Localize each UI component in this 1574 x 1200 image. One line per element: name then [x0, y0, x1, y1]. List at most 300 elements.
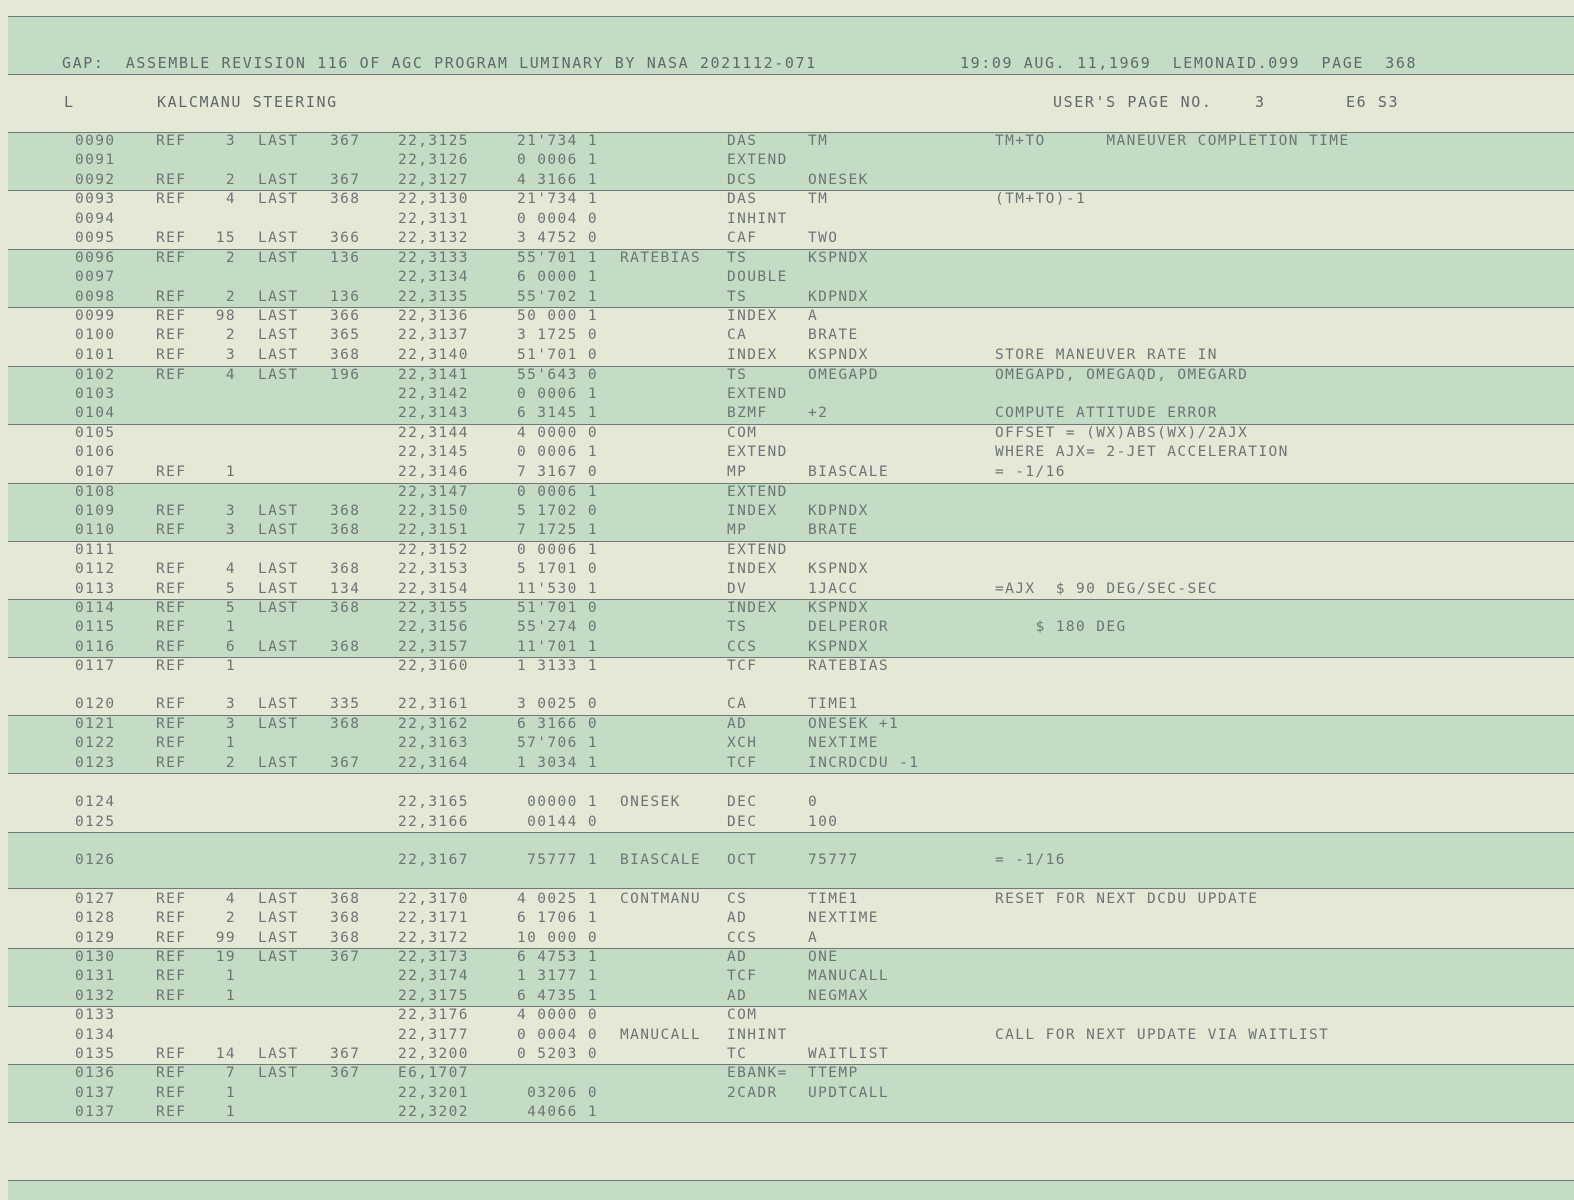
octal-word: 3 1725 0	[516, 327, 598, 343]
ref-flag: REF	[156, 968, 187, 984]
opcode: CA	[727, 696, 748, 712]
listing-row	[0, 463, 1574, 482]
listing-row	[0, 424, 1574, 443]
ref-flag: REF	[156, 910, 187, 926]
octal-word: 10 000 0	[516, 930, 598, 946]
opcode: 2CADR	[727, 1085, 778, 1101]
octal-word: 0 0006 1	[516, 444, 598, 460]
listing-row	[0, 132, 1574, 151]
opcode: INDEX	[727, 600, 778, 616]
opcode: TCF	[727, 968, 758, 984]
operand: NEXTIME	[808, 910, 879, 926]
listing-row	[0, 948, 1574, 967]
line-number: 0121	[75, 716, 116, 732]
address: 22,3142	[398, 386, 469, 402]
line-number: 0130	[75, 949, 116, 965]
line-number: 0107	[75, 464, 116, 480]
address: 22,3162	[398, 716, 469, 732]
operand: KSPNDX	[808, 561, 869, 577]
address: 22,3157	[398, 639, 469, 655]
last-page: 365	[330, 327, 361, 343]
last-page: 367	[330, 1046, 361, 1062]
listing-row	[0, 171, 1574, 190]
address: 22,3147	[398, 484, 469, 500]
ref-flag: REF	[156, 619, 187, 635]
opcode: INHINT	[727, 211, 788, 227]
listing-row	[0, 657, 1574, 676]
ref-flag: REF	[156, 503, 187, 519]
octal-word: 75777 1	[527, 852, 598, 868]
address: 22,3140	[398, 347, 469, 363]
ref-count: 5	[225, 581, 236, 597]
octal-word: 0 0006 1	[516, 152, 598, 168]
opcode: TS	[727, 289, 748, 305]
operand: TTEMP	[808, 1065, 859, 1081]
line-number: 0134	[75, 1027, 116, 1043]
listing-row	[0, 521, 1574, 540]
ref-count: 3	[225, 133, 236, 149]
opcode: INDEX	[727, 503, 778, 519]
comment: WHERE AJX= 2-JET ACCELERATION	[995, 444, 1289, 460]
address: 22,3202	[398, 1104, 469, 1120]
address: 22,3150	[398, 503, 469, 519]
listing-row	[0, 793, 1574, 812]
last-page: 367	[330, 133, 361, 149]
ref-flag: REF	[156, 327, 187, 343]
line-number: 0098	[75, 289, 116, 305]
operand: BIASCALE	[808, 464, 890, 480]
opcode: DAS	[727, 191, 758, 207]
operand: 1JACC	[808, 581, 859, 597]
address: 22,3160	[398, 658, 469, 674]
ref-count: 1	[225, 968, 236, 984]
line-number: 0095	[75, 230, 116, 246]
rule	[8, 773, 1574, 774]
listing-row	[0, 385, 1574, 404]
label: RATEBIAS	[620, 250, 702, 266]
ref-count: 4	[225, 367, 236, 383]
listing-row	[0, 1006, 1574, 1025]
opcode: CA	[727, 327, 748, 343]
octal-word: 11'701 1	[516, 639, 598, 655]
operand: 0	[808, 794, 819, 810]
opcode: CS	[727, 891, 748, 907]
ref-count: 14	[215, 1046, 236, 1062]
header-title: GAP: ASSEMBLE REVISION 116 OF AGC PROGRAM LUMINARY BY NASA 2021112-071	[62, 54, 817, 72]
last-page: 366	[330, 230, 361, 246]
address: 22,3146	[398, 464, 469, 480]
address: 22,3166	[398, 814, 469, 830]
address: 22,3141	[398, 367, 469, 383]
comment: OMEGAPD, OMEGAQD, OMEGARD	[995, 367, 1249, 383]
line-number: 0126	[75, 852, 116, 868]
last-page: 367	[330, 949, 361, 965]
address: 22,3155	[398, 600, 469, 616]
listing-row	[0, 151, 1574, 170]
line-number: 0124	[75, 794, 116, 810]
listing-row	[0, 502, 1574, 521]
line-number: 0120	[75, 696, 116, 712]
listing-row	[0, 1064, 1574, 1083]
last-page: 368	[330, 522, 361, 538]
bank-indicator: E6 S3	[1346, 93, 1400, 111]
last-page: 335	[330, 696, 361, 712]
last-flag: LAST	[258, 327, 299, 343]
opcode: EBANK=	[727, 1065, 788, 1081]
ref-flag: REF	[156, 600, 187, 616]
ref-flag: REF	[156, 289, 187, 305]
opcode: EXTEND	[727, 444, 788, 460]
ref-flag: REF	[156, 230, 187, 246]
ref-count: 2	[225, 172, 236, 188]
address: 22,3174	[398, 968, 469, 984]
ref-flag: REF	[156, 930, 187, 946]
comment: = -1/16	[995, 852, 1066, 868]
line-number: 0113	[75, 581, 116, 597]
opcode: CCS	[727, 639, 758, 655]
operand: ONESEK +1	[808, 716, 900, 732]
operand: KDPNDX	[808, 503, 869, 519]
ref-flag: REF	[156, 133, 187, 149]
ref-count: 4	[225, 191, 236, 207]
last-page: 368	[330, 191, 361, 207]
octal-word: 00144 0	[527, 814, 598, 830]
label: ONESEK	[620, 794, 681, 810]
octal-word: 00000 1	[527, 794, 598, 810]
address: 22,3126	[398, 152, 469, 168]
last-page: 368	[330, 600, 361, 616]
listing-row	[0, 638, 1574, 657]
listing-row	[0, 210, 1574, 229]
operand: 75777	[808, 852, 859, 868]
ref-count: 19	[215, 949, 236, 965]
label: MANUCALL	[620, 1027, 702, 1043]
ref-count: 2	[225, 289, 236, 305]
ref-flag: REF	[156, 250, 187, 266]
line-number: 0104	[75, 405, 116, 421]
listing-row	[0, 695, 1574, 714]
ref-flag: REF	[156, 191, 187, 207]
listing-row	[0, 890, 1574, 909]
address: 22,3176	[398, 1007, 469, 1023]
address: 22,3153	[398, 561, 469, 577]
operand: KDPNDX	[808, 289, 869, 305]
operand: UPDTCALL	[808, 1085, 890, 1101]
listing-row	[0, 580, 1574, 599]
last-flag: LAST	[258, 891, 299, 907]
log-section-title: KALCMANU STEERING	[157, 93, 338, 111]
ref-flag: REF	[156, 949, 187, 965]
line-number: 0127	[75, 891, 116, 907]
line-number: 0093	[75, 191, 116, 207]
comment: COMPUTE ATTITUDE ERROR	[995, 405, 1218, 421]
address: 22,3136	[398, 308, 469, 324]
opcode: EXTEND	[727, 386, 788, 402]
opcode: AD	[727, 988, 748, 1004]
rule	[8, 832, 1574, 833]
opcode: COM	[727, 425, 758, 441]
ref-count: 1	[225, 658, 236, 674]
ref-count: 2	[225, 327, 236, 343]
octal-word: 11'530 1	[516, 581, 598, 597]
operand: NEGMAX	[808, 988, 869, 1004]
last-page: 368	[330, 639, 361, 655]
line-number: 0100	[75, 327, 116, 343]
last-flag: LAST	[258, 367, 299, 383]
line-number: 0132	[75, 988, 116, 1004]
listing-row	[0, 599, 1574, 618]
octal-word: 50 000 1	[516, 308, 598, 324]
label: BIASCALE	[620, 852, 702, 868]
ref-flag: REF	[156, 522, 187, 538]
operand: DELPEROR	[808, 619, 890, 635]
listing-row	[0, 366, 1574, 385]
address: E6,1707	[398, 1065, 469, 1081]
listing-row	[0, 326, 1574, 345]
listing-row	[0, 307, 1574, 326]
ref-flag: REF	[156, 696, 187, 712]
ref-flag: REF	[156, 639, 187, 655]
operand: RATEBIAS	[808, 658, 890, 674]
line-number: 0123	[75, 755, 116, 771]
address: 22,3130	[398, 191, 469, 207]
comment: STORE MANEUVER RATE IN	[995, 347, 1218, 363]
listing-row	[0, 483, 1574, 502]
ref-flag: REF	[156, 1085, 187, 1101]
last-page: 368	[330, 891, 361, 907]
listing-row	[0, 1084, 1574, 1103]
octal-word: 51'701 0	[516, 347, 598, 363]
last-flag: LAST	[258, 503, 299, 519]
octal-word: 4 0000 0	[516, 425, 598, 441]
line-number: 0131	[75, 968, 116, 984]
ref-count: 5	[225, 600, 236, 616]
comment: = -1/16	[995, 464, 1066, 480]
last-flag: LAST	[258, 1065, 299, 1081]
ref-flag: REF	[156, 658, 187, 674]
listing-row	[0, 618, 1574, 637]
address: 22,3152	[398, 542, 469, 558]
last-flag: LAST	[258, 755, 299, 771]
octal-word: 55'702 1	[516, 289, 598, 305]
line-number: 0122	[75, 735, 116, 751]
address: 22,3172	[398, 930, 469, 946]
octal-word: 44066 1	[527, 1104, 598, 1120]
last-page: 367	[330, 172, 361, 188]
ref-flag: REF	[156, 716, 187, 732]
octal-word: 3 0025 0	[516, 696, 598, 712]
opcode: CCS	[727, 930, 758, 946]
opcode: TCF	[727, 755, 758, 771]
last-flag: LAST	[258, 561, 299, 577]
ref-count: 3	[225, 716, 236, 732]
line-number: 0128	[75, 910, 116, 926]
ref-flag: REF	[156, 1046, 187, 1062]
opcode: AD	[727, 949, 748, 965]
label: CONTMANU	[620, 891, 702, 907]
operand: MANUCALL	[808, 968, 890, 984]
listing-row	[0, 1026, 1574, 1045]
rule	[8, 74, 1574, 75]
last-page: 368	[330, 561, 361, 577]
opcode: MP	[727, 464, 748, 480]
green-band	[8, 1180, 1574, 1200]
last-flag: LAST	[258, 949, 299, 965]
line-number: 0114	[75, 600, 116, 616]
ref-flag: REF	[156, 1104, 187, 1120]
line-number: 0129	[75, 930, 116, 946]
ref-count: 1	[225, 1085, 236, 1101]
listing-row	[0, 229, 1574, 248]
opcode: TS	[727, 367, 748, 383]
octal-word: 0 0006 1	[516, 542, 598, 558]
ref-count: 4	[225, 561, 236, 577]
octal-word: 0 0006 1	[516, 386, 598, 402]
operand: 100	[808, 814, 839, 830]
address: 22,3161	[398, 696, 469, 712]
ref-count: 15	[215, 230, 236, 246]
operand: TIME1	[808, 891, 859, 907]
octal-word: 5 1702 0	[516, 503, 598, 519]
octal-word: 7 1725 1	[516, 522, 598, 538]
ref-flag: REF	[156, 308, 187, 324]
comment: CALL FOR NEXT UPDATE VIA WAITLIST	[995, 1027, 1330, 1043]
octal-word: 55'274 0	[516, 619, 598, 635]
opcode: TCF	[727, 658, 758, 674]
octal-word: 1 3133 1	[516, 658, 598, 674]
listing-row	[0, 813, 1574, 832]
rule	[8, 888, 1574, 889]
octal-word: 6 3166 0	[516, 716, 598, 732]
octal-word: 6 0000 1	[516, 269, 598, 285]
rule	[8, 16, 1574, 17]
ref-count: 2	[225, 910, 236, 926]
last-page: 368	[330, 347, 361, 363]
line-number: 0110	[75, 522, 116, 538]
ref-flag: REF	[156, 581, 187, 597]
opcode: XCH	[727, 735, 758, 751]
address: 22,3145	[398, 444, 469, 460]
line-number: 0105	[75, 425, 116, 441]
operand: BRATE	[808, 327, 859, 343]
operand: A	[808, 930, 819, 946]
users-page-number: USER'S PAGE NO. 3	[1053, 93, 1266, 111]
address: 22,3163	[398, 735, 469, 751]
operand: ONE	[808, 949, 839, 965]
listing-row	[0, 541, 1574, 560]
ref-count: 7	[225, 1065, 236, 1081]
listing-row	[0, 249, 1574, 268]
last-page: 368	[330, 910, 361, 926]
address: 22,3170	[398, 891, 469, 907]
ref-flag: REF	[156, 891, 187, 907]
address: 22,3134	[398, 269, 469, 285]
line-number: 0116	[75, 639, 116, 655]
last-flag: LAST	[258, 716, 299, 732]
address: 22,3173	[398, 949, 469, 965]
last-flag: LAST	[258, 639, 299, 655]
listing-row	[0, 443, 1574, 462]
address: 22,3125	[398, 133, 469, 149]
last-flag: LAST	[258, 250, 299, 266]
opcode: EXTEND	[727, 542, 788, 558]
address: 22,3131	[398, 211, 469, 227]
ref-count: 1	[225, 464, 236, 480]
last-flag: LAST	[258, 581, 299, 597]
ref-count: 3	[225, 347, 236, 363]
last-page: 368	[330, 930, 361, 946]
opcode: AD	[727, 716, 748, 732]
operand: KSPNDX	[808, 600, 869, 616]
log-section-letter: L	[64, 93, 75, 111]
octal-word: 0 0006 1	[516, 484, 598, 500]
operand: TM	[808, 133, 829, 149]
line-number: 0096	[75, 250, 116, 266]
operand: TWO	[808, 230, 839, 246]
address: 22,3127	[398, 172, 469, 188]
last-flag: LAST	[258, 696, 299, 712]
listing-row	[0, 404, 1574, 423]
last-flag: LAST	[258, 230, 299, 246]
address: 22,3171	[398, 910, 469, 926]
address: 22,3201	[398, 1085, 469, 1101]
opcode: CAF	[727, 230, 758, 246]
octal-word: 4 0000 0	[516, 1007, 598, 1023]
opcode: TS	[727, 619, 748, 635]
ref-count: 4	[225, 891, 236, 907]
octal-word: 4 0025 1	[516, 891, 598, 907]
line-number: 0092	[75, 172, 116, 188]
ref-count: 3	[225, 696, 236, 712]
opcode: DAS	[727, 133, 758, 149]
ref-flag: REF	[156, 1065, 187, 1081]
last-page: 134	[330, 581, 361, 597]
line-number: 0101	[75, 347, 116, 363]
last-page: 366	[330, 308, 361, 324]
listing-row	[0, 715, 1574, 734]
listing-row	[0, 909, 1574, 928]
opcode: OCT	[727, 852, 758, 868]
opcode: DOUBLE	[727, 269, 788, 285]
opcode: DEC	[727, 814, 758, 830]
line-number: 0111	[75, 542, 116, 558]
rule	[8, 1180, 1574, 1181]
last-page: 136	[330, 250, 361, 266]
opcode: COM	[727, 1007, 758, 1023]
opcode: AD	[727, 910, 748, 926]
listing-row	[0, 929, 1574, 948]
line-number: 0090	[75, 133, 116, 149]
line-number: 0117	[75, 658, 116, 674]
line-number: 0135	[75, 1046, 116, 1062]
last-flag: LAST	[258, 600, 299, 616]
last-page: 196	[330, 367, 361, 383]
last-flag: LAST	[258, 930, 299, 946]
address: 22,3167	[398, 852, 469, 868]
listing-row	[0, 560, 1574, 579]
octal-word: 0 5203 0	[516, 1046, 598, 1062]
opcode: DCS	[727, 172, 758, 188]
opcode: EXTEND	[727, 484, 788, 500]
last-page: 136	[330, 289, 361, 305]
listing-row	[0, 754, 1574, 773]
ref-flag: REF	[156, 561, 187, 577]
octal-word: 7 3167 0	[516, 464, 598, 480]
line-number: 0125	[75, 814, 116, 830]
operand: ONESEK	[808, 172, 869, 188]
octal-word: 5 1701 0	[516, 561, 598, 577]
opcode: MP	[727, 522, 748, 538]
